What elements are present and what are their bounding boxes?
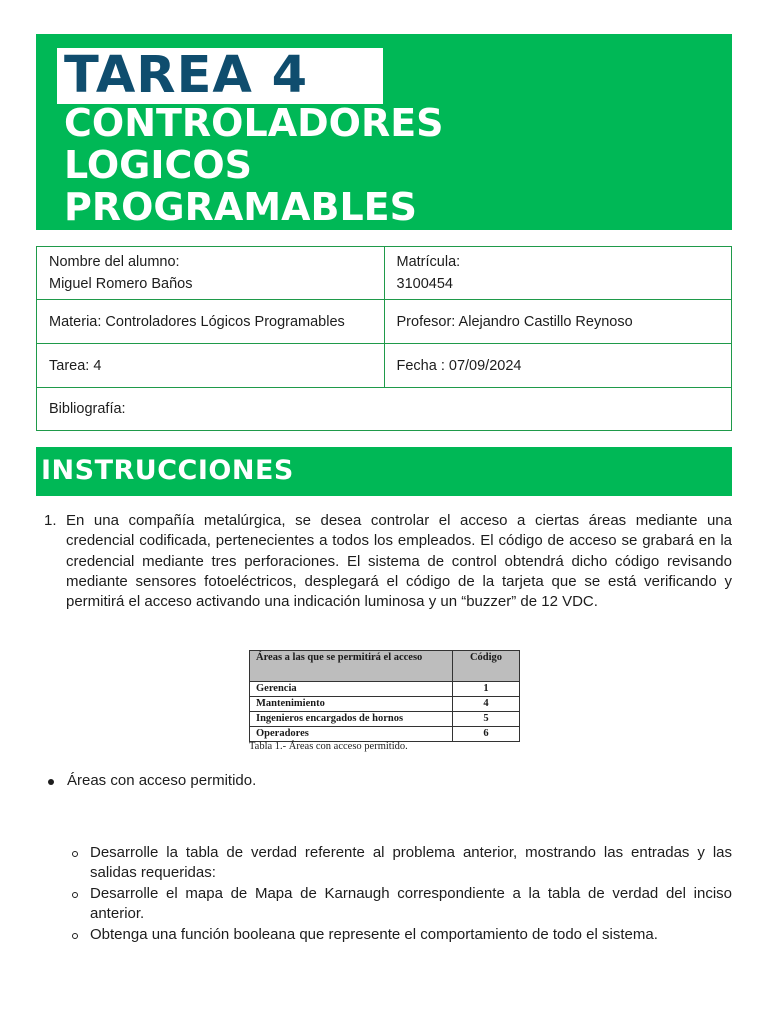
hollow-bullet-icon [72,851,78,857]
table-row [250,682,520,697]
table-row [250,712,520,727]
task-item: Obtenga una función booleana que represente el comportamiento de todo el sistema. [90,926,658,943]
materia-cell: Materia: Controladores Lógicos Programables [37,300,385,344]
area-code: 4 [453,697,520,712]
section-title: INSTRUCCIONES [41,455,294,486]
bullet-text: Áreas con acceso permitido. [67,772,257,789]
fecha-cell: Fecha : 07/09/2024 [384,344,732,388]
table-row [250,727,520,742]
hollow-bullet-icon [72,892,78,898]
student-name-label: Nombre del alumno: [49,254,180,270]
tarea-title: TAREA 4 [64,46,309,105]
bibliografia-cell: Bibliografía: [37,388,732,431]
access-table-header-code: Código [453,651,520,682]
matricula-cell [384,247,732,300]
task-item: Desarrolle la tabla de verdad referente al problema anterior, mostrando las entradas y las salidas requeridas: [90,844,732,882]
area-name: Mantenimiento [250,697,453,712]
area-name: Gerencia [250,682,453,697]
student-name-cell [37,247,385,300]
task-item: Desarrolle el mapa de Mapa de Karnaugh correspondiente a la tabla de verdad del inciso anterior. [90,885,732,923]
course-title-line-2: LOGICOS [64,143,253,187]
area-name: Operadores [250,727,453,742]
table-row [250,697,520,712]
table-caption: Tabla 1.- Áreas con acceso permitido. [249,741,408,752]
matricula-value: 3100454 [396,276,453,292]
instruction-number: 1. [44,512,57,529]
student-info-table [36,246,732,431]
hollow-bullet-icon [72,933,78,939]
tarea-cell: Tarea: 4 [37,344,385,388]
area-code: 6 [453,727,520,742]
instruction-paragraph: En una compañía metalúrgica, se desea controlar el acceso a ciertas áreas mediante una credencial codificada, pertenecientes a todos los empleados. El código de acceso se grabará en la credencial mediante tres perforaciones. El sistema de control obtendrá dicho código revisando mediante sensores fotoeléctricos, desplegará el código de la tarjeta que se está verificando y permitirá el acceso activando una indicación luminosa y un “buzzer” de 12 VDC. [66,512,732,611]
course-title-line-1: CONTROLADORES [64,101,444,145]
course-title-line-3: PROGRAMABLES [64,185,418,229]
student-name-value: Miguel Romero Baños [49,276,193,292]
area-code: 1 [453,682,520,697]
area-name: Ingenieros encargados de hornos [250,712,453,727]
matricula-label: Matrícula: [396,254,461,270]
access-table-header-areas: Áreas a las que se permitirá el acceso [250,651,453,682]
profesor-cell: Profesor: Alejandro Castillo Reynoso [384,300,732,344]
bullet-icon [48,779,54,785]
access-areas-table [249,650,520,742]
area-code: 5 [453,712,520,727]
